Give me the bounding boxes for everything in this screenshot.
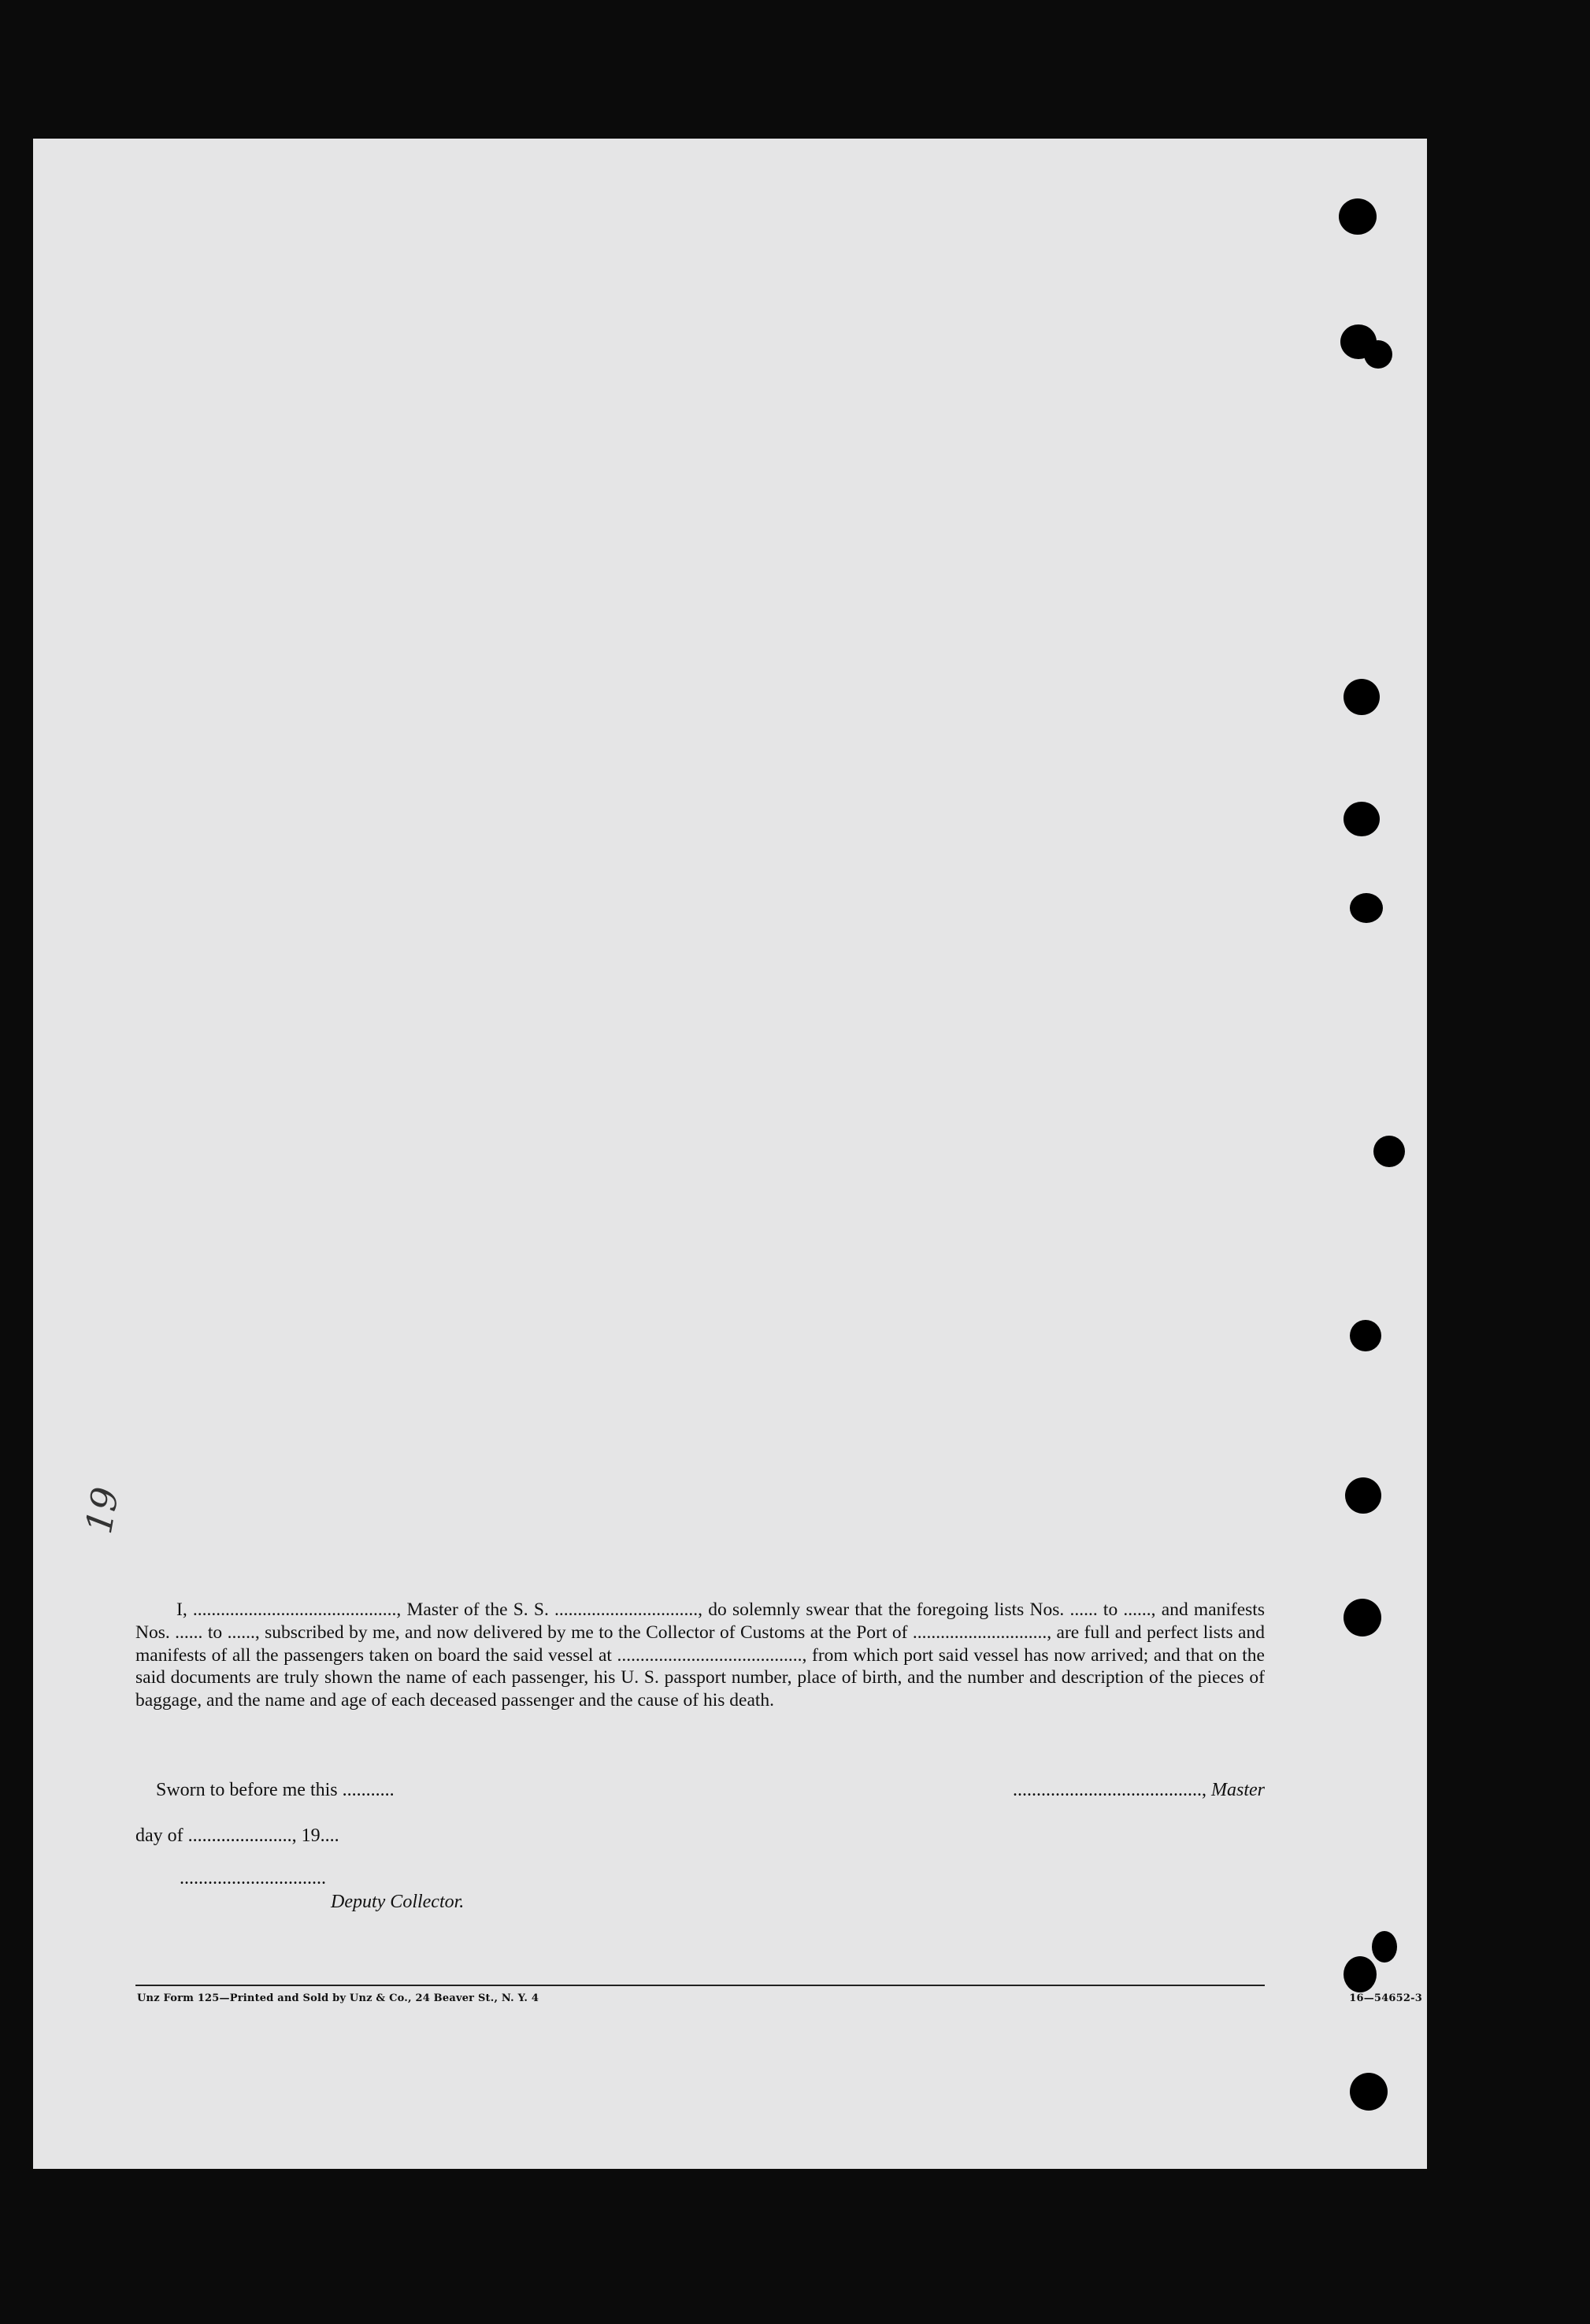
punch-hole	[1344, 802, 1380, 836]
punch-hole	[1345, 1477, 1381, 1514]
master-signature-line	[764, 1780, 1265, 1801]
punch-hole	[1344, 679, 1380, 715]
punch-hole	[1344, 1599, 1381, 1636]
punch-hole	[1373, 1136, 1405, 1167]
master-label: Master	[1211, 1780, 1265, 1800]
form-printer-info: Unz Form 125—Printed and Sold by Unz & Co., 24 Beaver St., N. Y. 4	[137, 1992, 539, 2004]
oath-paragraph	[135, 1599, 1265, 1712]
master-signature-dots: ........................................,	[1013, 1780, 1206, 1800]
form-number: 16—54652-3	[1349, 1992, 1422, 2004]
punch-hole	[1364, 340, 1392, 369]
punch-hole	[1350, 2073, 1388, 2111]
deputy-collector-label: Deputy Collector.	[331, 1892, 465, 1912]
footer-rule	[135, 1985, 1265, 1986]
punch-hole	[1372, 1931, 1397, 1963]
punch-hole	[1350, 893, 1383, 923]
oath-text: I, ............................................, Master of the S. S. ..............................., do solemnly swear that the foregoing lists Nos. ...... to ......, and manifests Nos. ...... to ......, subscribed by me, and now delivered by me to the Collector of Customs at the Port of ............................., are full and perfect lists and manifests of all the passengers taken on board the said vessel at ........................................, from which port said vessel has now arrived; and that on the said documents are truly shown the name of each passenger, his U. S. passport number, place of birth, and the number and description of the pieces of baggage, and the name and age of each deceased passenger and the cause of his death.	[135, 1599, 1265, 1711]
deputy-signature-line: ...............................	[180, 1868, 326, 1888]
punch-hole	[1339, 198, 1377, 235]
day-of-line: day of ......................, 19....	[135, 1825, 339, 1846]
document-page	[33, 139, 1427, 2169]
sworn-line: Sworn to before me this ...........	[156, 1780, 395, 1800]
handwritten-note: 19	[77, 1484, 128, 1537]
punch-hole	[1344, 1956, 1377, 1992]
punch-hole	[1350, 1320, 1381, 1351]
